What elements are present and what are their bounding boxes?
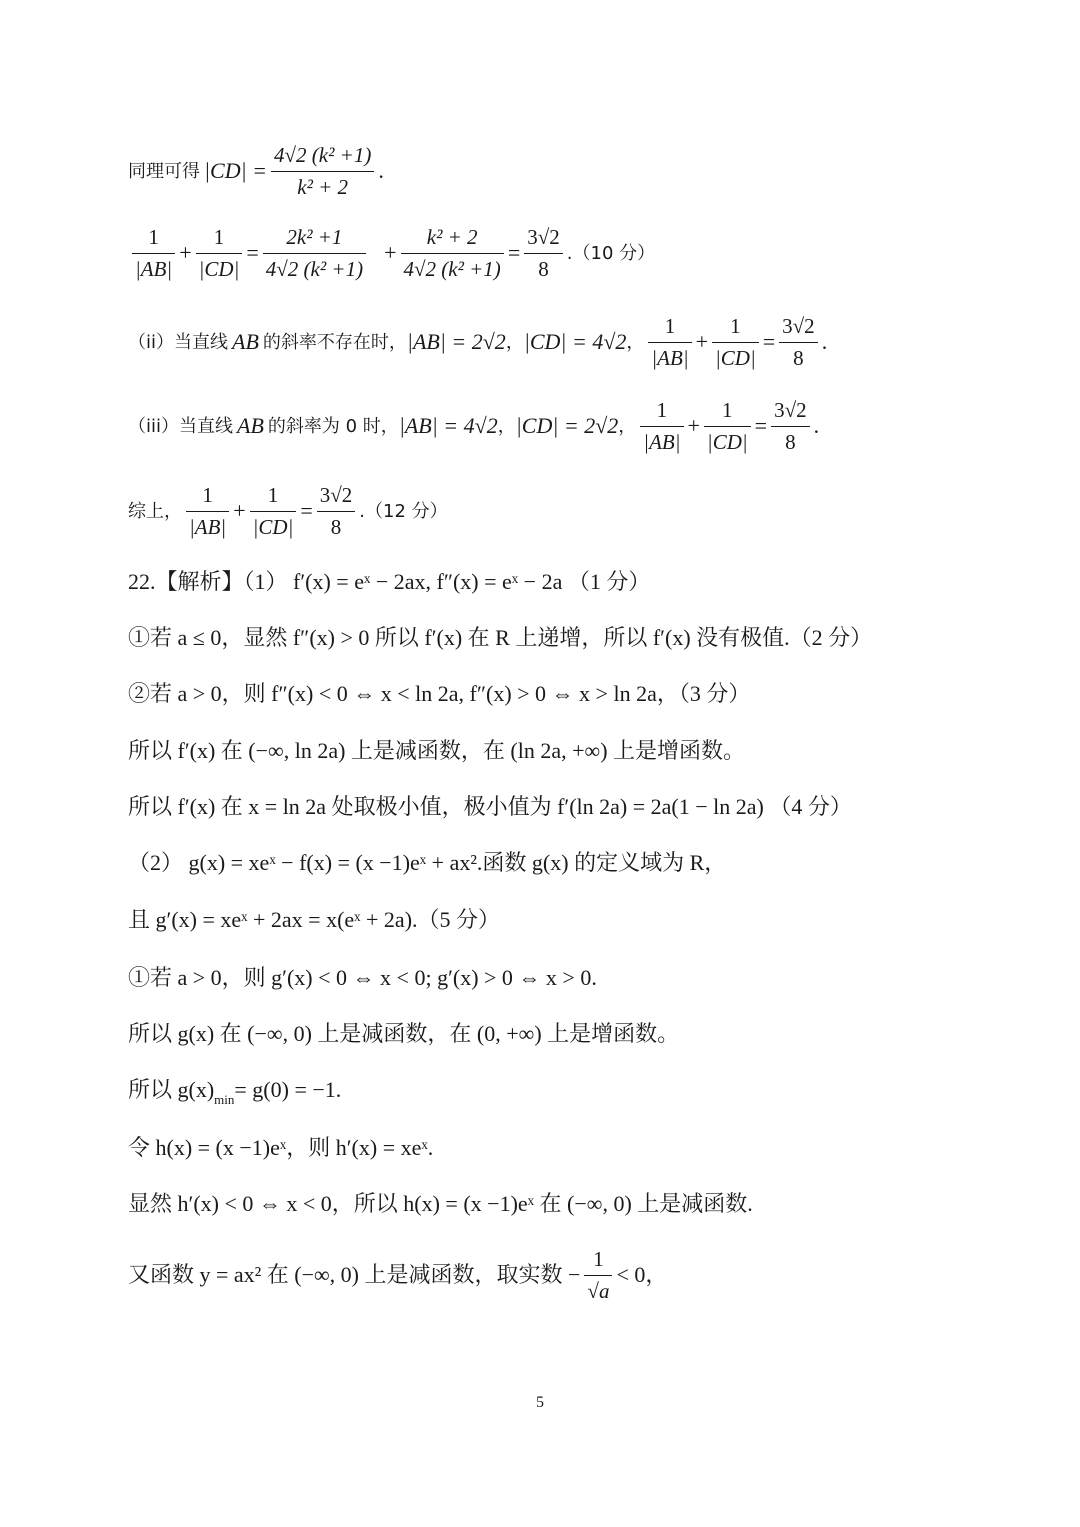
text-line: ①若 a ≤ 0，显然 f″(x) > 0 所以 f′(x) 在 R 上递增，所以 f′(x) 没有极值.（2 分） bbox=[128, 625, 873, 650]
line-reciprocal-sum bbox=[128, 225, 1020, 282]
fraction-bar bbox=[779, 342, 818, 343]
line-y-decreasing bbox=[128, 1247, 1020, 1304]
fraction-numerator: 1 bbox=[213, 225, 225, 249]
fraction-bar bbox=[712, 342, 759, 343]
line-case-a-nonpositive bbox=[128, 625, 1020, 651]
text-suffix: < 0， bbox=[616, 1262, 668, 1288]
fraction-1-ab bbox=[132, 225, 175, 282]
fraction-bar bbox=[648, 342, 691, 343]
var-ab: AB bbox=[237, 413, 264, 439]
text-line: 所以 g(x) bbox=[128, 1077, 215, 1102]
cd-length: |CD| = 4√2 bbox=[523, 329, 627, 355]
fraction-bar bbox=[524, 253, 563, 254]
fraction-numerator: 1 bbox=[722, 398, 733, 422]
separator: ， bbox=[618, 415, 637, 437]
plus-sign: + bbox=[695, 329, 709, 355]
text-line: ②若 a > 0，则 f″(x) < 0 ⇔ x < ln 2a, f″(x) > 0 ⇔ x > ln 2a，（3 分） bbox=[128, 681, 751, 706]
line-part2-definition bbox=[128, 850, 1020, 876]
fraction bbox=[271, 143, 374, 200]
fraction-result bbox=[771, 398, 810, 455]
fraction-denominator: |CD| bbox=[198, 257, 240, 282]
line-g-sign bbox=[128, 965, 1020, 991]
fraction-bar bbox=[584, 1275, 612, 1276]
plus-sign: + bbox=[233, 498, 246, 524]
fraction-bar bbox=[317, 511, 356, 512]
fraction-denominator: |AB| bbox=[135, 257, 173, 282]
fraction-bar bbox=[771, 426, 810, 427]
line-minimum-value bbox=[128, 794, 1020, 820]
fraction-denominator: 8 bbox=[793, 346, 804, 371]
fraction-denominator: 8 bbox=[538, 257, 549, 282]
fraction-denominator: |CD| bbox=[252, 515, 294, 540]
fraction-denominator: |AB| bbox=[643, 430, 681, 455]
fraction-bar bbox=[640, 426, 683, 427]
fraction-bar bbox=[271, 171, 374, 172]
text-mid: 的斜率不存在时， bbox=[262, 331, 407, 353]
line-q22-part1 bbox=[128, 569, 1020, 595]
fraction-1-ab bbox=[640, 398, 683, 455]
text-line: 且 g′(x) = xeˣ + 2ax = x(eˣ + 2a).（5 分） bbox=[128, 907, 501, 932]
fraction-denominator: 8 bbox=[785, 430, 796, 455]
fraction-numerator: 1 bbox=[664, 314, 676, 338]
fraction-1-ab bbox=[648, 314, 691, 371]
equals-sign: = bbox=[762, 329, 776, 355]
line-summary bbox=[128, 483, 1020, 540]
fraction-numerator: 4√2 (k² +1) bbox=[274, 143, 372, 167]
line-h-definition bbox=[128, 1135, 1020, 1161]
fraction-1-ab bbox=[186, 483, 229, 540]
line-monotonic-intervals bbox=[128, 738, 1020, 764]
fraction-numerator: 1 bbox=[730, 314, 741, 338]
fraction-term-b bbox=[401, 225, 504, 282]
text-line: 所以 g(x) 在 (−∞, 0) 上是减函数，在 (0, +∞) 上是增函数。 bbox=[128, 1021, 680, 1046]
fraction-one-over-root-a bbox=[584, 1247, 612, 1304]
fraction-1-cd bbox=[704, 398, 751, 455]
fraction-denominator: |AB| bbox=[651, 346, 689, 371]
text-line: 显然 h′(x) < 0 ⇔ x < 0，所以 h(x) = (x −1)eˣ 在 (−∞, 0) 上是减函数. bbox=[128, 1191, 753, 1216]
equals-sign: = bbox=[246, 240, 259, 266]
line-g-derivative bbox=[128, 907, 1020, 933]
text-suffix: . bbox=[821, 329, 828, 355]
fraction-bar bbox=[186, 511, 229, 512]
text-suffix: . bbox=[378, 158, 384, 184]
separator: ， bbox=[497, 415, 516, 437]
ab-length: |AB| = 4√2 bbox=[398, 413, 498, 439]
fraction-numerator: 3√2 bbox=[319, 483, 353, 507]
fraction-bar bbox=[263, 253, 366, 254]
text-line: 22.【解析】（1） f′(x) = eˣ − 2ax, f″(x) = eˣ − 2a （1 分） bbox=[128, 569, 651, 594]
fraction-bar bbox=[132, 253, 175, 254]
fraction-numerator: k² + 2 bbox=[426, 225, 478, 249]
fraction-1-cd bbox=[250, 483, 297, 540]
text-prefix: 同理可得 bbox=[128, 160, 200, 182]
score-note: .（10 分） bbox=[566, 242, 656, 264]
equals-sign: = bbox=[300, 498, 313, 524]
fraction-numerator: 1 bbox=[202, 483, 213, 507]
text-line-rest: = g(0) = −1. bbox=[234, 1077, 342, 1102]
fraction-denominator: |AB| bbox=[189, 515, 227, 540]
text-prefix: （ii）当直线 bbox=[128, 331, 229, 353]
fraction-term-a bbox=[263, 225, 366, 282]
ab-length: |AB| = 2√2 bbox=[406, 329, 506, 355]
line-g-monotonic bbox=[128, 1021, 1020, 1047]
fraction-numerator: 2k² +1 bbox=[286, 225, 343, 249]
fraction-denominator: |CD| bbox=[715, 346, 756, 371]
text-line: ①若 a > 0，则 g′(x) < 0 ⇔ x < 0; g′(x) > 0 ⇔ x > 0. bbox=[128, 965, 597, 990]
fraction-result bbox=[779, 314, 818, 371]
fraction-numerator: 1 bbox=[656, 398, 668, 422]
text-line: 令 h(x) = (x −1)eˣ，则 h′(x) = xeˣ. bbox=[128, 1135, 434, 1160]
text-line: （2） g(x) = xeˣ − f(x) = (x −1)eˣ + ax².函数 g(x) 的定义域为 R， bbox=[128, 850, 727, 875]
fraction-denominator: 8 bbox=[330, 515, 342, 540]
line-case-ii bbox=[128, 314, 1020, 371]
fraction-denominator: 4√2 (k² +1) bbox=[403, 257, 501, 282]
equals-sign: = bbox=[507, 240, 521, 266]
separator: ， bbox=[505, 331, 524, 353]
fraction-denominator: 4√2 (k² +1) bbox=[265, 257, 364, 282]
fraction-numerator: 1 bbox=[148, 225, 159, 249]
fraction-denominator: |CD| bbox=[706, 430, 748, 455]
fraction-bar bbox=[704, 426, 751, 427]
fraction-bar bbox=[401, 253, 504, 254]
fraction-numerator: 1 bbox=[267, 483, 279, 507]
separator: ， bbox=[626, 331, 645, 353]
fraction-denominator: √a bbox=[587, 1279, 610, 1304]
text-prefix: 又函数 y = ax² 在 (−∞, 0) 上是减函数，取实数 − bbox=[128, 1262, 581, 1288]
fraction-numerator: 3√2 bbox=[782, 314, 815, 338]
line-g-min bbox=[128, 1077, 1020, 1107]
equals-sign: = bbox=[754, 413, 768, 439]
plus-sign: + bbox=[179, 240, 192, 266]
fraction-numerator: 3√2 bbox=[527, 225, 560, 249]
line-h-decreasing bbox=[128, 1191, 1020, 1217]
text-mid: 的斜率为 0 时， bbox=[267, 415, 399, 437]
plus-sign: + bbox=[687, 413, 700, 439]
subscript-min: min bbox=[214, 1091, 235, 1107]
fraction-bar bbox=[250, 511, 297, 512]
formula-lhs: |CD| = bbox=[204, 158, 268, 184]
line-case-a-positive bbox=[128, 681, 1020, 707]
fraction-1-cd bbox=[712, 314, 759, 371]
fraction-result bbox=[524, 225, 563, 282]
text-suffix: . bbox=[813, 413, 820, 439]
var-ab: AB bbox=[232, 329, 259, 355]
text-prefix: 综上， bbox=[128, 500, 182, 522]
fraction-numerator: 3√2 bbox=[774, 398, 807, 422]
fraction-bar bbox=[196, 253, 243, 254]
text-prefix: （iii）当直线 bbox=[128, 415, 234, 437]
cd-length: |CD| = 2√2 bbox=[515, 413, 619, 439]
line-case-iii bbox=[128, 398, 1020, 455]
line-cd-length bbox=[128, 143, 1020, 200]
score-note: .（12 分） bbox=[359, 500, 448, 522]
text-line: 所以 f′(x) 在 (−∞, ln 2a) 上是减函数，在 (ln 2a, +∞) 上是增函数。 bbox=[128, 738, 746, 763]
plus-sign: + bbox=[384, 240, 397, 266]
fraction-denominator: k² + 2 bbox=[297, 175, 349, 200]
fraction-result bbox=[317, 483, 356, 540]
text-line: 所以 f′(x) 在 x = ln 2a 处取极小值，极小值为 f′(ln 2a) = 2a(1 − ln 2a) （4 分） bbox=[128, 794, 852, 819]
fraction-1-cd bbox=[196, 225, 243, 282]
fraction-numerator: 1 bbox=[593, 1247, 604, 1271]
page-number: 5 bbox=[536, 1394, 544, 1411]
